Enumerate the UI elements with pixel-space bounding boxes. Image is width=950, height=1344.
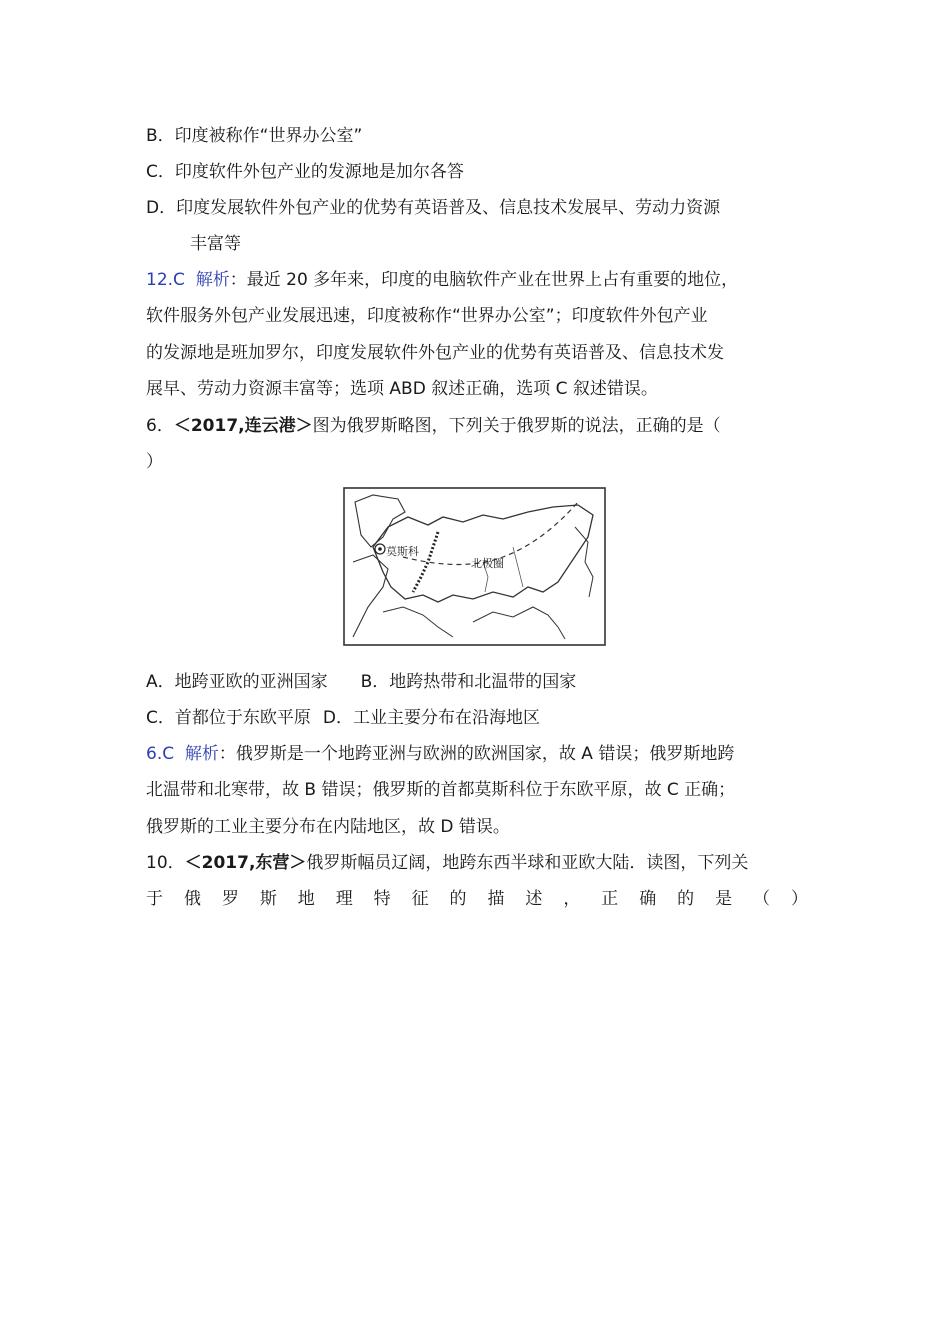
q10-char: 罗 xyxy=(221,889,239,909)
q10-char: 地 xyxy=(297,889,315,909)
q6-option-a: A．地跨亚欧的亚洲国家 xyxy=(146,672,328,692)
q6-option-d: D．工业主要分布在沿海地区 xyxy=(322,708,540,728)
q6-source: ＜2017,连云港＞ xyxy=(173,416,313,436)
q6-options-line1 xyxy=(146,670,576,694)
q10-char: 俄 xyxy=(183,889,201,909)
q12-answer-text1: ：最近 20 多年来，印度的电脑软件产业在世界上占有重要的地位， xyxy=(229,270,739,290)
q10-char: 的 xyxy=(677,889,695,909)
q12-option-c: C．印度软件外包产业的发源地是加尔各答 xyxy=(146,162,464,182)
map-label-arctic-circle: 北极圈 xyxy=(471,557,504,570)
q6-stem-text: 图为俄罗斯略图，下列关于俄罗斯的说法，正确的是（ xyxy=(312,416,721,436)
q12-option-d-line1: D．印度发展软件外包产业的优势有英语普及、信息技术发展早、劳动力资源 xyxy=(146,198,721,218)
q10-char: ） xyxy=(790,889,808,909)
q10-stem-line2 xyxy=(146,887,808,911)
q6-options-line2 xyxy=(146,706,540,730)
q12-answer-label: 解析 xyxy=(195,270,230,290)
q12-answer-tag: 12.C xyxy=(146,270,185,290)
q10-char: 正 xyxy=(601,889,619,909)
q6-stem-line2: ） xyxy=(146,452,163,472)
q10-source: ＜2017,东营＞ xyxy=(184,853,307,873)
map-label-moscow: 莫斯科 xyxy=(386,545,419,558)
q10-char: 斯 xyxy=(259,889,277,909)
q6-option-c: C．首都位于东欧平原 xyxy=(146,708,311,728)
q10-char: 征 xyxy=(411,889,429,909)
q10-char: 述 xyxy=(525,889,543,909)
q6-answer-label: 解析 xyxy=(184,744,219,764)
q10-number: 10． xyxy=(146,853,185,873)
q10-char: 理 xyxy=(335,889,353,909)
q12-answer-line2: 软件服务外包产业发展迅速，印度被称作“世界办公室”；印度软件外包产业 xyxy=(146,306,708,326)
q10-char: 是 xyxy=(715,889,733,909)
q12-option-b: B．印度被称作“世界办公室” xyxy=(146,126,363,146)
q10-stem-line1 xyxy=(146,851,748,875)
russia-map xyxy=(343,487,606,646)
q12-answer-line4: 展早、劳动力资源丰富等；选项 ABD 叙述正确，选项 C 叙述错误。 xyxy=(146,379,658,399)
q6-stem-line1 xyxy=(146,414,721,438)
q6-option-b: B．地跨热带和北温带的国家 xyxy=(360,672,577,692)
russia-map-figure xyxy=(343,487,606,646)
q10-char: 确 xyxy=(639,889,657,909)
q10-stem-text: 俄罗斯幅员辽阔，地跨东西半球和亚欧大陆．读图，下列关 xyxy=(306,853,749,873)
q6-answer-line2: 北温带和北寒带，故 B 错误；俄罗斯的首都莫斯科位于东欧平原，故 C 正确； xyxy=(146,780,736,800)
q6-answer-line3: 俄罗斯的工业主要分布在内陆地区，故 D 错误。 xyxy=(146,817,510,837)
q12-answer-line1 xyxy=(146,268,738,292)
q10-char: 的 xyxy=(449,889,467,909)
q6-answer-text1: ：俄罗斯是一个地跨亚洲与欧洲的欧洲国家，故 A 错误；俄罗斯地跨 xyxy=(218,744,735,764)
q6-answer-tag: 6.C xyxy=(146,744,175,764)
q10-char: ， xyxy=(563,889,581,909)
q12-answer-line3: 的发源地是班加罗尔，印度发展软件外包产业的优势有英语普及、信息技术发 xyxy=(146,343,724,363)
q6-answer-line1 xyxy=(146,742,734,766)
q10-char: 描 xyxy=(487,889,505,909)
q12-option-d-line2: 丰富等 xyxy=(190,234,241,254)
q10-char: （ xyxy=(753,889,770,909)
q10-char: 于 xyxy=(146,889,163,909)
q10-char: 特 xyxy=(373,889,391,909)
q6-number: 6． xyxy=(146,416,174,436)
